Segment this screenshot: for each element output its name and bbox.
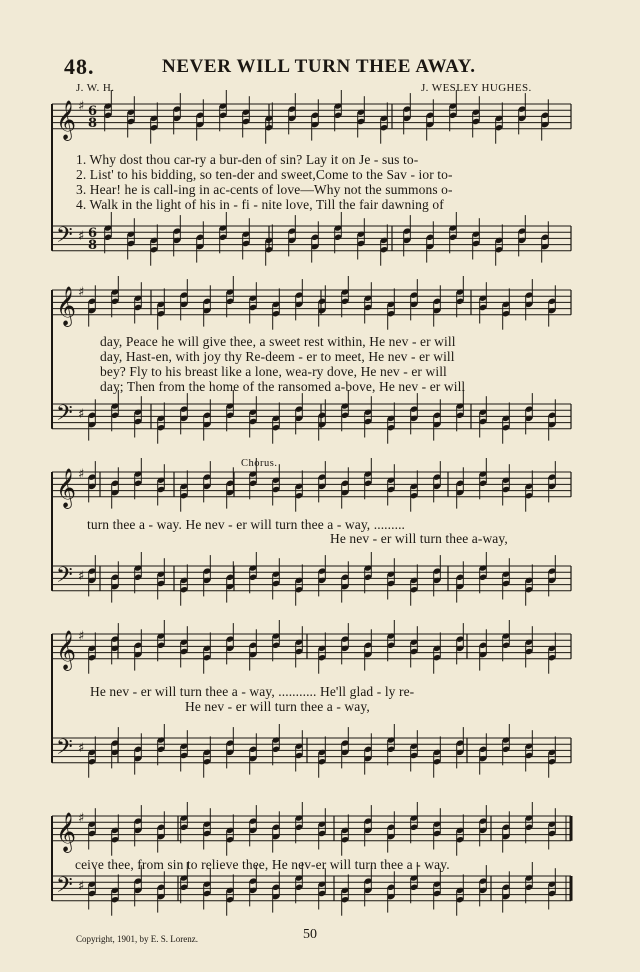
bass-clef: 𝄢 [56, 873, 73, 903]
verse-1-line-1: 1. Why dost thou car-ry a bur-den of sin? Lay it on Je - sus to- [76, 152, 419, 167]
key-signature-sharp: ♯ [78, 629, 85, 644]
key-signature-sharp: ♯ [78, 407, 85, 422]
treble-clef: 𝄞 [56, 468, 77, 508]
time-signature-digit: 6 [88, 226, 98, 241]
hymn-title: NEVER WILL TURN THEE AWAY. [162, 56, 476, 77]
verse-3-line-2: bey? Fly to his breast like a lone, wea-ry dove, He nev - er will [100, 364, 447, 379]
verse-4-line-2: day; Then from the home of the ransomed a-bove, He nev - er will [100, 379, 466, 394]
time-signature-digit: 6 [88, 104, 98, 119]
chorus-bass-lyrics-1: He nev - er will turn thee a-way, [330, 531, 508, 546]
key-signature-sharp: ♯ [78, 741, 85, 756]
verse-4-line-1: 4. Walk in the light of his in - fi - nite love, Till the fair dawning of [76, 197, 444, 212]
treble-clef: 𝄞 [56, 100, 77, 140]
treble-clef: 𝄞 [56, 812, 77, 852]
bass-clef: 𝄢 [56, 563, 73, 593]
verse-2-line-2: day, Hast-en, with joy thy Re-deem - er to meet, He nev - er will [100, 349, 455, 364]
bass-clef: 𝄢 [56, 401, 73, 431]
lyricist-credit: J. W. H. [76, 82, 115, 94]
key-signature-sharp: ♯ [78, 285, 85, 300]
chorus-label: Chorus. [241, 458, 278, 469]
chorus-soprano-lyrics-2: He nev - er will turn thee a - way, ........... He'll glad - ly re- [90, 684, 415, 699]
verse-3-line-1: 3. Hear! he is call-ing in ac-cents of love—Why not the summons o- [76, 182, 453, 197]
key-signature-sharp: ♯ [78, 569, 85, 584]
time-signature-digit: 8 [88, 238, 98, 253]
bass-clef: 𝄢 [56, 735, 73, 765]
chorus-soprano-lyrics-1: turn thee a - way. He nev - er will turn thee a - way, ......... [87, 517, 406, 532]
final-line-lyrics: ceive thee, from sin to relieve thee, He nev-er will turn thee a - way. [75, 857, 450, 872]
key-signature-sharp: ♯ [78, 879, 85, 894]
copyright-notice: Copyright, 1901, by E. S. Lorenz. [76, 934, 198, 944]
page-number: 50 [303, 927, 317, 942]
key-signature-sharp: ♯ [78, 229, 85, 244]
treble-clef: 𝄞 [56, 630, 77, 670]
key-signature-sharp: ♯ [78, 467, 85, 482]
time-signature-digit: 8 [88, 116, 98, 131]
key-signature-sharp: ♯ [78, 99, 85, 114]
composer-credit: J. WESLEY HUGHES. [421, 82, 532, 94]
treble-clef: 𝄞 [56, 286, 77, 326]
verse-1-line-2: day, Peace he will give thee, a sweet rest within, He nev - er will [100, 334, 456, 349]
key-signature-sharp: ♯ [78, 811, 85, 826]
chorus-bass-lyrics-2: He nev - er will turn thee a - way, [185, 699, 370, 714]
bass-clef: 𝄢 [56, 223, 73, 253]
hymn-number: 48. [64, 54, 95, 79]
verse-2-line-1: 2. List' to his bidding, so ten-der and sweet,Come to the Sav - ior to- [76, 167, 453, 182]
